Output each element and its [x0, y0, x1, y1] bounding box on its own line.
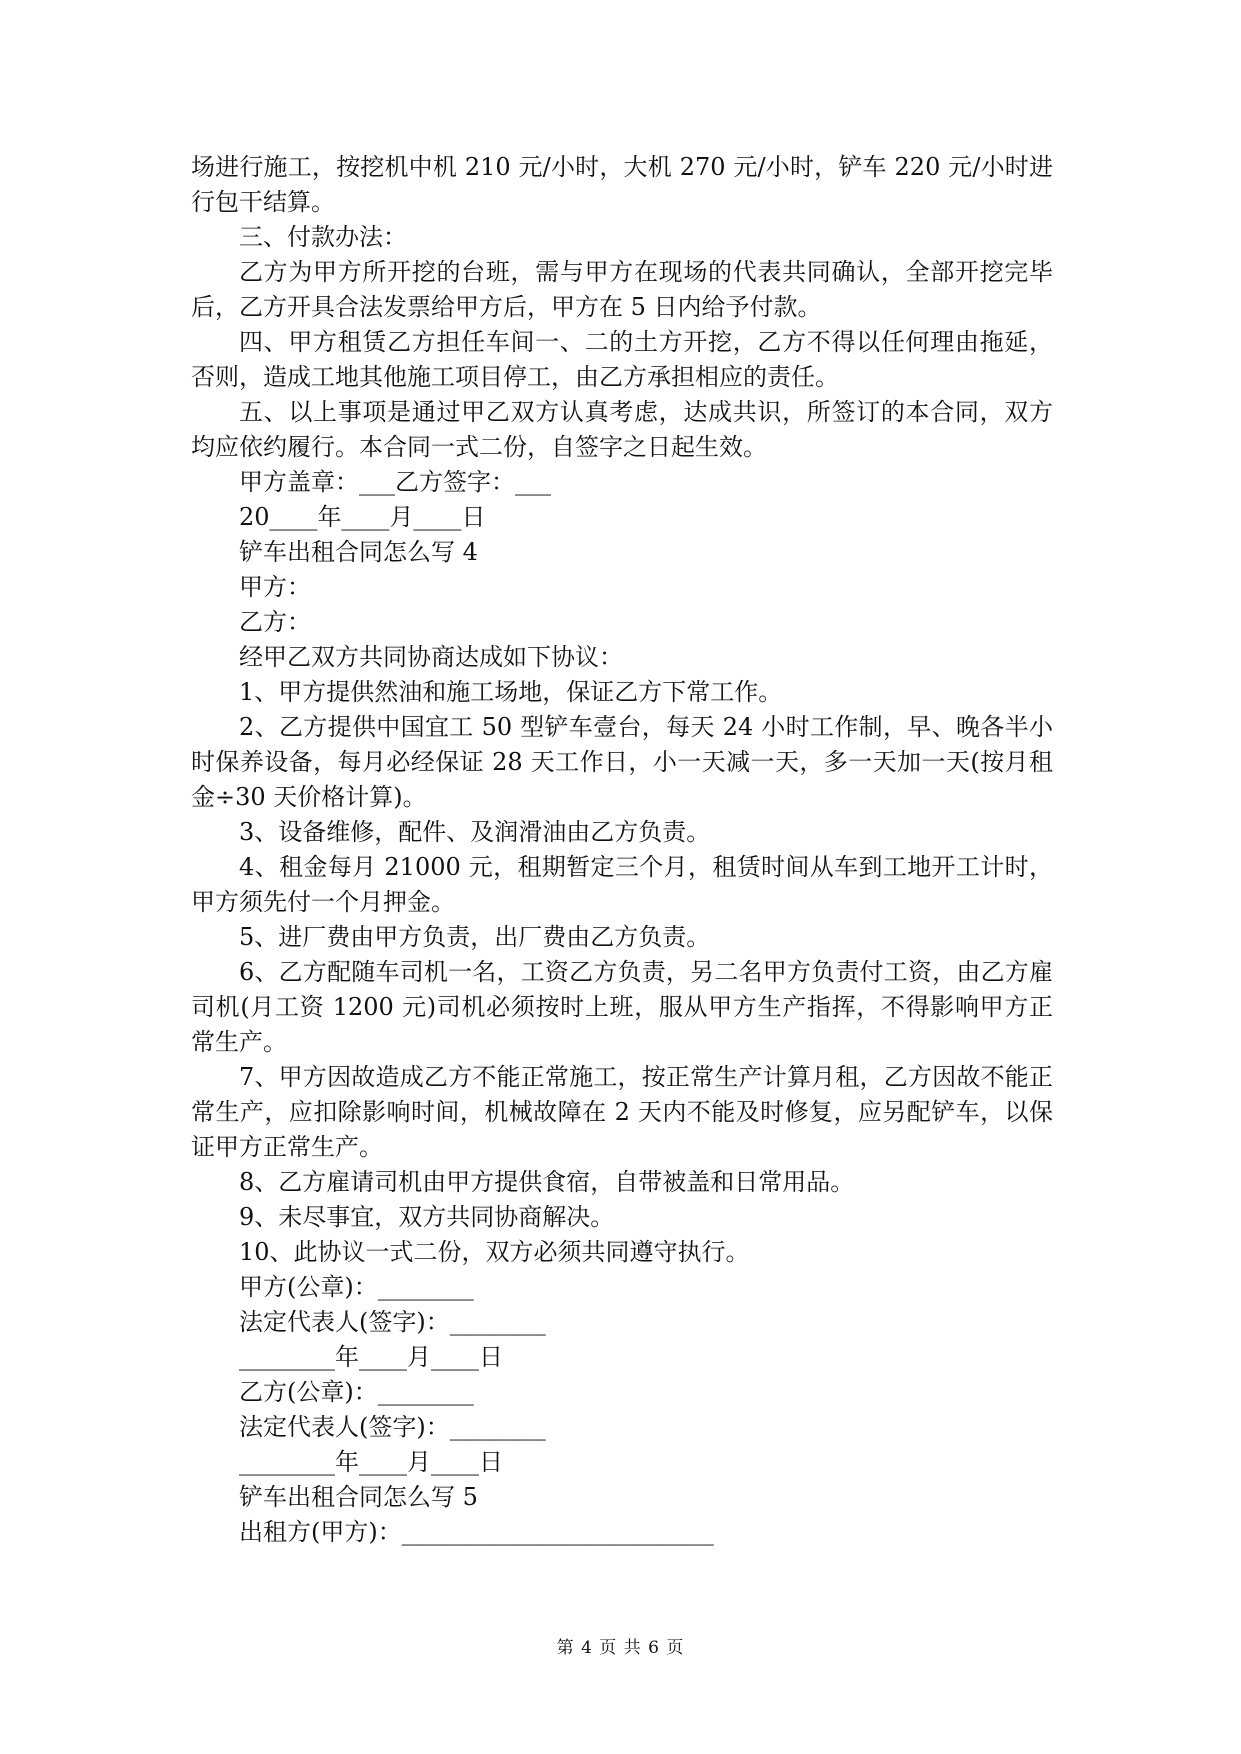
paragraph: 乙方(公章)：________ [239, 1378, 474, 1406]
page-footer: 第 4 页 共 6 页 [556, 1638, 685, 1658]
paragraph: 甲方盖章：___乙方签字：___ [239, 468, 551, 496]
paragraph: 10、此协议一式二份，双方必须共同遵守执行。 [239, 1238, 750, 1266]
paragraph: 经甲乙双方共同协商达成如下协议： [239, 643, 623, 671]
paragraph: 场进行施工，按挖机中机 210 元/小时，大机 270 元/小时，铲车 220 元/小时进行包干结算。 [191, 153, 1053, 216]
document-body [191, 150, 1053, 1550]
paragraph: ________年____月____日 [239, 1343, 503, 1371]
paragraph: 8、乙方雇请司机由甲方提供食宿，自带被盖和日常用品。 [239, 1168, 855, 1196]
paragraph: 法定代表人(签字)：________ [239, 1413, 546, 1441]
paragraph: 铲车出租合同怎么写 4 [239, 538, 478, 566]
paragraph: 20____年____月____日 [239, 503, 486, 531]
paragraph: 4、租金每月 21000 元，租期暂定三个月，租赁时间从车到工地开工计时，甲方须先付一个月押金。 [191, 853, 1053, 916]
paragraph: 2、乙方提供中国宜工 50 型铲车壹台，每天 24 小时工作制，早、晚各半小时保养设备，每月必经保证 28 天工作日，小一天减一天，多一天加一天(按月租金÷30 天价格计算)。 [191, 713, 1053, 811]
paragraph: 3、设备维修，配件、及润滑油由乙方负责。 [239, 818, 711, 846]
paragraph: ________年____月____日 [239, 1448, 503, 1476]
paragraph: 四、甲方租赁乙方担任车间一、二的土方开挖，乙方不得以任何理由拖延，否则，造成工地其他施工项目停工，由乙方承担相应的责任。 [191, 328, 1053, 391]
paragraph: 乙方为甲方所开挖的台班，需与甲方在现场的代表共同确认，全部开挖完毕后，乙方开具合法发票给甲方后，甲方在 5 日内给予付款。 [191, 258, 1053, 321]
paragraph: 1、甲方提供然油和施工场地，保证乙方下常工作。 [239, 678, 783, 706]
paragraph: 甲方(公章)：________ [239, 1273, 474, 1301]
paragraph: 五、以上事项是通过甲乙双方认真考虑，达成共识，所签订的本合同，双方均应依约履行。本合同一式二份，自签字之日起生效。 [191, 398, 1053, 461]
paragraph: 三、付款办法： [239, 223, 407, 251]
paragraph: 出租方(甲方)：__________________________ [239, 1518, 714, 1546]
paragraph: 5、进厂费由甲方负责，出厂费由乙方负责。 [239, 923, 711, 951]
paragraph: 9、未尽事宜，双方共同协商解决。 [239, 1203, 615, 1231]
paragraph: 乙方： [239, 608, 311, 636]
paragraph: 6、乙方配随车司机一名，工资乙方负责，另二名甲方负责付工资，由乙方雇司机(月工资 1200 元)司机必须按时上班，服从甲方生产指挥，不得影响甲方正常生产。 [191, 958, 1053, 1056]
paragraph: 7、甲方因故造成乙方不能正常施工，按正常生产计算月租，乙方因故不能正常生产，应扣除影响时间，机械故障在 2 天内不能及时修复，应另配铲车，以保证甲方正常生产。 [191, 1063, 1053, 1161]
paragraph: 甲方： [239, 573, 311, 601]
paragraph: 铲车出租合同怎么写 5 [239, 1483, 478, 1511]
paragraph: 法定代表人(签字)：________ [239, 1308, 546, 1336]
